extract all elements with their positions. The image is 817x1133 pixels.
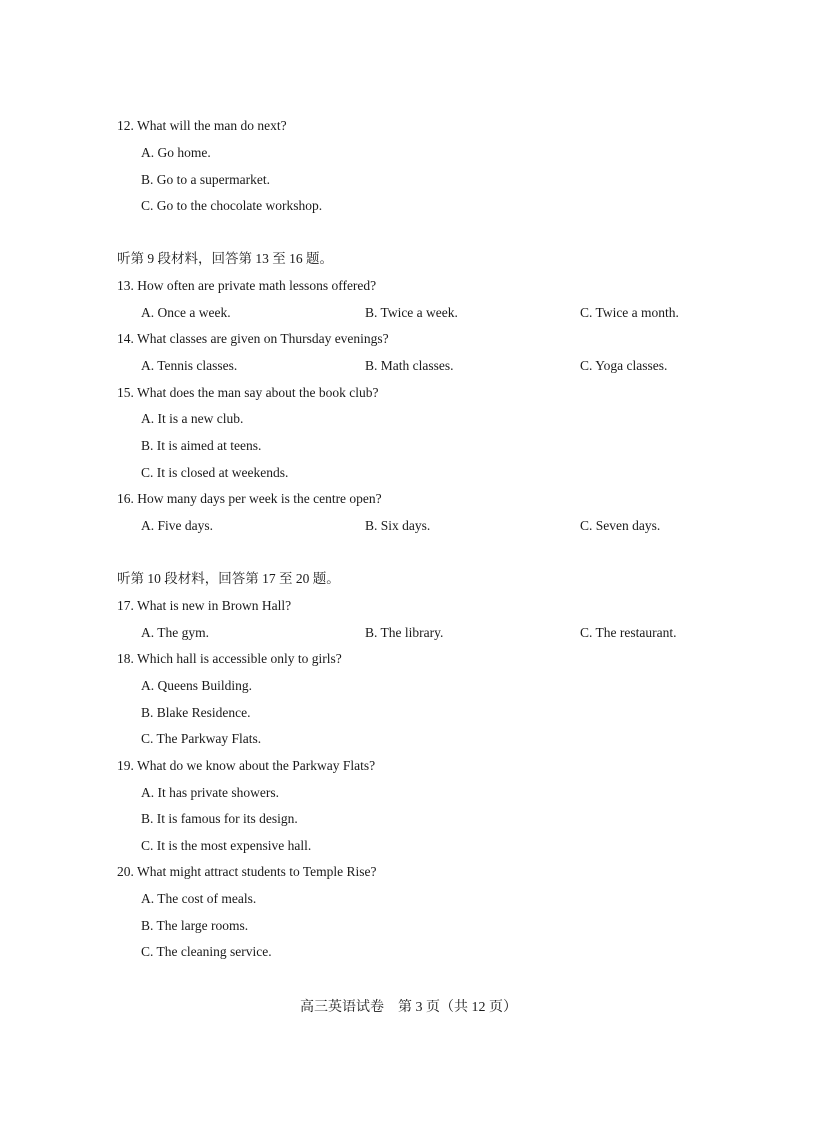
question-16-option-b: B. Six days. — [365, 518, 431, 533]
question-18-option-c: C. The Parkway Flats. — [141, 731, 262, 746]
question-19-option-a: A. It has private showers. — [141, 785, 279, 800]
question-16-stem: 16. How many days per week is the centre open? — [117, 491, 382, 506]
question-15-stem: 15. What does the man say about the book club? — [117, 385, 379, 400]
question-17-option-b: B. The library. — [365, 625, 444, 640]
question-13-option-c: C. Twice a month. — [580, 305, 679, 320]
question-17-stem: 17. What is new in Brown Hall? — [117, 598, 292, 613]
question-20-option-c: C. The cleaning service. — [141, 944, 272, 959]
question-14-stem: 14. What classes are given on Thursday evenings? — [117, 331, 389, 346]
question-16-option-a: A. Five days. — [141, 518, 213, 533]
question-16-option-c: C. Seven days. — [580, 518, 661, 533]
question-19-option-c: C. It is the most expensive hall. — [141, 838, 312, 853]
section-10-instruction: 听第 10 段材料，回答第 17 至 20 题。 — [117, 571, 340, 586]
question-12-stem: 12. What will the man do next? — [117, 118, 287, 133]
question-12-option-a: A. Go home. — [141, 145, 211, 160]
question-15-option-c: C. It is closed at weekends. — [141, 465, 289, 480]
question-20-option-a: A. The cost of meals. — [141, 891, 257, 906]
question-18-option-b: B. Blake Residence. — [141, 705, 251, 720]
question-18-stem: 18. Which hall is accessible only to girls? — [117, 651, 342, 666]
question-14-option-b: B. Math classes. — [365, 358, 454, 373]
question-19-option-b: B. It is famous for its design. — [141, 811, 298, 826]
section-9-instruction: 听第 9 段材料，回答第 13 至 16 题。 — [117, 251, 333, 266]
question-14-option-a: A. Tennis classes. — [141, 358, 238, 373]
question-12-option-b: B. Go to a supermarket. — [141, 172, 270, 187]
question-20-stem: 20. What might attract students to Temple Rise? — [117, 864, 377, 879]
question-15-option-b: B. It is aimed at teens. — [141, 438, 262, 453]
question-19-stem: 19. What do we know about the Parkway Flats? — [117, 758, 376, 773]
question-15-option-a: A. It is a new club. — [141, 411, 244, 426]
question-17-option-a: A. The gym. — [141, 625, 209, 640]
question-13-stem: 13. How often are private math lessons offered? — [117, 278, 377, 293]
question-20-option-b: B. The large rooms. — [141, 918, 249, 933]
question-13-option-a: A. Once a week. — [141, 305, 231, 320]
question-13-option-b: B. Twice a week. — [365, 305, 458, 320]
question-18-option-a: A. Queens Building. — [141, 678, 252, 693]
question-12-option-c: C. Go to the chocolate workshop. — [141, 198, 323, 213]
question-17-option-c: C. The restaurant. — [580, 625, 677, 640]
question-14-option-c: C. Yoga classes. — [580, 358, 668, 373]
page-footer: 高三英语试卷 第 3 页（共 12 页） — [300, 1000, 517, 1015]
